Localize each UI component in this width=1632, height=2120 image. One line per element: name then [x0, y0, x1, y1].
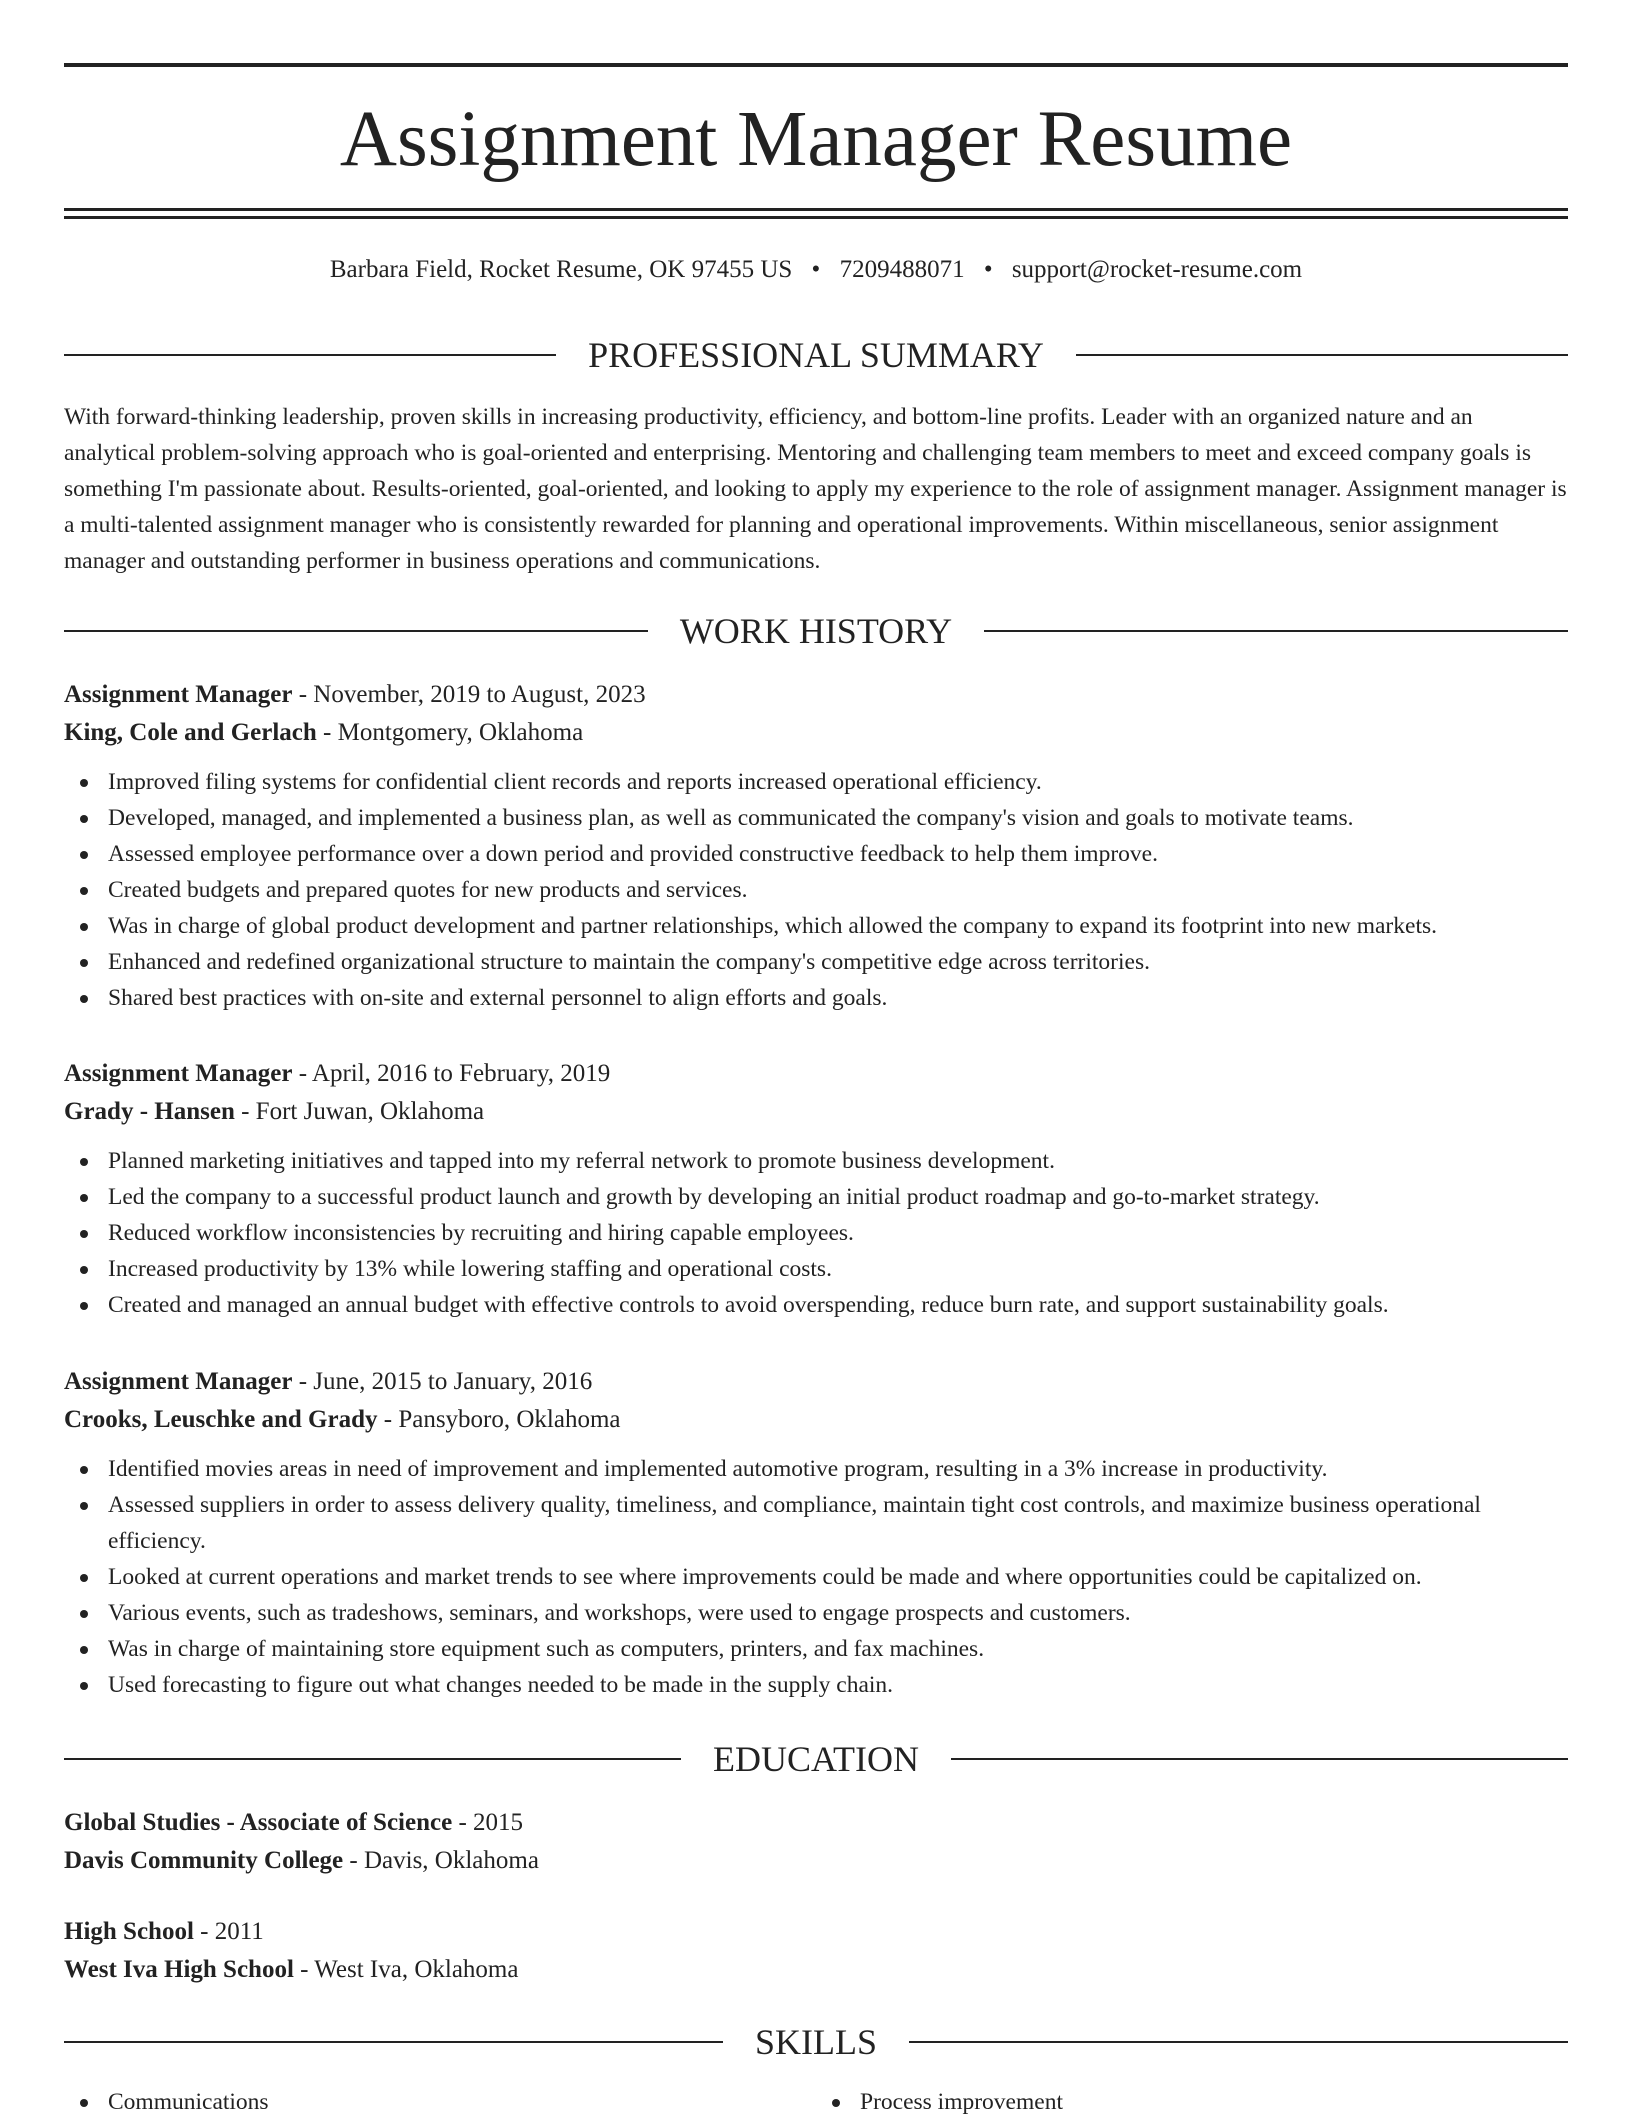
list-item: Created and managed an annual budget with effective controls to avoid overspending, reduce burn rate, and support sustainability goals.	[64, 1287, 1568, 1323]
job-title-line	[64, 1363, 1568, 1401]
edu-degree: High School	[64, 1918, 194, 1945]
job-location: - Fort Juwan, Oklahoma	[234, 1098, 485, 1125]
heading-rule	[64, 354, 556, 356]
section-title: SKILLS	[755, 2022, 878, 2062]
job-title: Assignment Manager	[64, 1368, 293, 1395]
education-entry	[64, 1913, 1568, 1989]
job-company-line	[64, 1093, 1568, 1131]
edu-school: West Iva High School	[64, 1956, 294, 1983]
job-entry	[64, 1363, 1568, 1703]
list-item: Looked at current operations and market trends to see where improvements could be made and where opportunities could be capitalized on.	[64, 1559, 1568, 1595]
summary-text: With forward-thinking leadership, proven skills in increasing productivity, efficiency, and bottom-line profits. Leader with an organized nature and an analytical problem-solving approach who is goal-oriented and enterprising. Mentoring and challenging team members to meet and exceed company goals is something I'm passionate about. Results-oriented, goal-oriented, and looking to apply my experience to the role of assignment manager. Assignment manager is a multi-talented assignment manager who is consistently rewarded for planning and operational improvements. Within miscellaneous, senior assignment manager and outstanding performer in business operations and communications.	[64, 404, 1567, 574]
job-title-line	[64, 1055, 1568, 1093]
heading-rule	[909, 2041, 1568, 2043]
edu-school-line	[64, 1951, 1568, 1989]
job-company: Grady - Hansen	[64, 1098, 235, 1125]
contact-email: support@rocket-resume.com	[1011, 256, 1303, 283]
top-rule	[64, 63, 1568, 67]
title-rule-upper	[64, 208, 1568, 211]
page-title: Assignment Manager Resume	[339, 96, 1293, 183]
section-title: WORK HISTORY	[679, 611, 953, 651]
edu-degree: Global Studies - Associate of Science	[64, 1809, 453, 1836]
job-dates: - June, 2015 to January, 2016	[292, 1368, 593, 1395]
education-entry	[64, 1804, 1568, 1880]
list-item: Was in charge of global product development and partner relationships, which allowed the company to expand its footprint into new markets.	[64, 908, 1568, 944]
list-item: Process improvement	[816, 2084, 1568, 2120]
edu-location: - Davis, Oklahoma	[343, 1847, 539, 1874]
job-bullets	[64, 764, 1568, 1016]
list-item: Was in charge of maintaining store equipment such as computers, printers, and fax machines.	[64, 1631, 1568, 1667]
list-item: Various events, such as tradeshows, seminars, and workshops, were used to engage prospects and customers.	[64, 1595, 1568, 1631]
contact-separator: •	[811, 256, 821, 283]
list-item: Created budgets and prepared quotes for new products and services.	[64, 872, 1568, 908]
edu-degree-line	[64, 1913, 1568, 1951]
section-title: EDUCATION	[713, 1739, 919, 1779]
list-item: Led the company to a successful product launch and growth by developing an initial product roadmap and go-to-market strategy.	[64, 1179, 1568, 1215]
list-item: Reduced workflow inconsistencies by recruiting and hiring capable employees.	[64, 1215, 1568, 1251]
edu-year: - 2011	[193, 1918, 264, 1945]
job-title: Assignment Manager	[64, 1060, 293, 1087]
job-entry	[64, 676, 1568, 1016]
job-company: Crooks, Leuschke and Grady	[64, 1406, 378, 1433]
list-item: Developed, managed, and implemented a business plan, as well as communicated the company's vision and goals to motivate teams.	[64, 800, 1568, 836]
job-location: - Montgomery, Oklahoma	[316, 719, 584, 746]
job-entry	[64, 1055, 1568, 1323]
edu-year: - 2015	[452, 1809, 524, 1836]
job-dates: - April, 2016 to February, 2019	[292, 1060, 611, 1087]
skills-list	[64, 2084, 1568, 2120]
section-heading-education	[64, 1739, 1568, 1779]
job-title-line	[64, 676, 1568, 714]
job-company-line	[64, 714, 1568, 752]
contact-address: Barbara Field, Rocket Resume, OK 97455 US	[329, 256, 793, 283]
list-item: Assessed suppliers in order to assess delivery quality, timeliness, and compliance, maintain tight cost controls, and maximize business operational efficiency.	[64, 1487, 1568, 1559]
edu-location: - West Iva, Oklahoma	[293, 1956, 519, 1983]
contact-line	[0, 255, 1632, 285]
section-heading-summary	[64, 335, 1568, 375]
list-item: Used forecasting to figure out what changes needed to be made in the supply chain.	[64, 1667, 1568, 1703]
list-item: Assessed employee performance over a down period and provided constructive feedback to help them improve.	[64, 836, 1568, 872]
heading-rule	[64, 630, 648, 632]
heading-rule	[1076, 354, 1568, 356]
section-title: PROFESSIONAL SUMMARY	[588, 335, 1044, 375]
list-item: Communications	[64, 2084, 816, 2120]
job-company-line	[64, 1401, 1568, 1439]
edu-school-line	[64, 1842, 1568, 1880]
list-item: Improved filing systems for confidential client records and reports increased operational efficiency.	[64, 764, 1568, 800]
job-dates: - November, 2019 to August, 2023	[292, 681, 646, 708]
list-item: Planned marketing initiatives and tapped into my referral network to promote business development.	[64, 1143, 1568, 1179]
job-bullets	[64, 1451, 1568, 1703]
edu-school: Davis Community College	[64, 1847, 344, 1874]
section-heading-skills	[64, 2022, 1568, 2062]
heading-rule	[951, 1758, 1568, 1760]
contact-separator: •	[983, 256, 993, 283]
list-item: Enhanced and redefined organizational structure to maintain the company's competitive edge across territories.	[64, 944, 1568, 980]
job-title: Assignment Manager	[64, 681, 293, 708]
heading-rule	[64, 2041, 723, 2043]
job-location: - Pansyboro, Oklahoma	[377, 1406, 621, 1433]
contact-phone: 7209488071	[839, 256, 965, 283]
list-item: Identified movies areas in need of improvement and implemented automotive program, resulting in a 3% increase in productivity.	[64, 1451, 1568, 1487]
job-bullets	[64, 1143, 1568, 1323]
heading-rule	[64, 1758, 681, 1760]
skills-column-left	[64, 2084, 816, 2120]
heading-rule	[984, 630, 1568, 632]
edu-degree-line	[64, 1804, 1568, 1842]
title-rule-lower	[64, 216, 1568, 219]
list-item: Increased productivity by 13% while lowering staffing and operational costs.	[64, 1251, 1568, 1287]
list-item: Shared best practices with on-site and external personnel to align efforts and goals.	[64, 980, 1568, 1016]
section-heading-work	[64, 611, 1568, 651]
skills-column-right	[816, 2084, 1568, 2120]
job-company: King, Cole and Gerlach	[64, 719, 317, 746]
